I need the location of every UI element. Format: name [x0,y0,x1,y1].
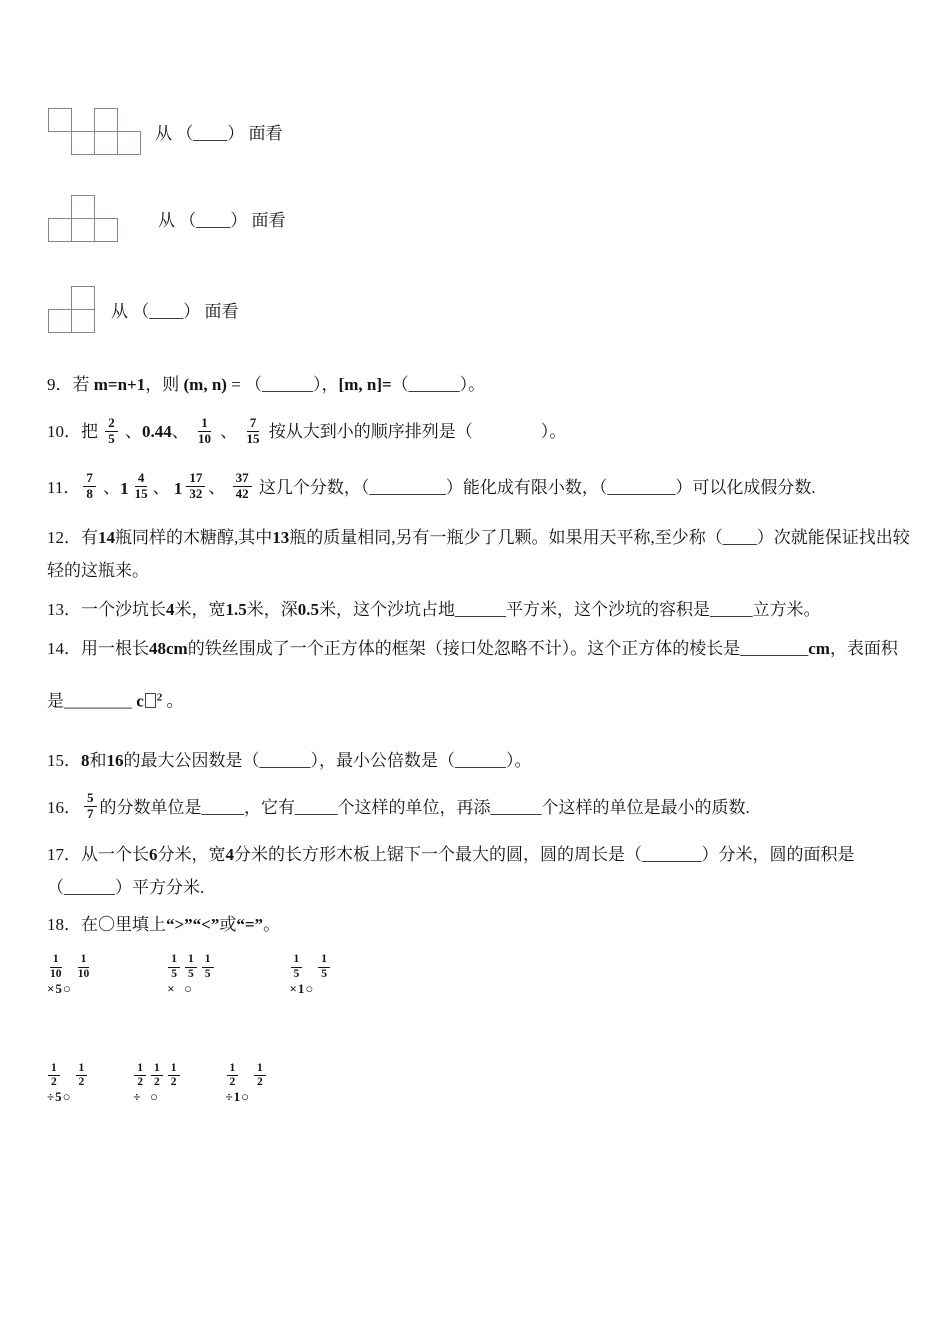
question-text: 米，宽 [174,600,226,620]
question-text: 瓶的质量相同,另有一瓶少了几颗。如果用天平称,至少称（____）次就能保证找出较轻的这瓶来。 [47,528,910,581]
fraction [105,416,118,447]
question-text: 分米，宽 [157,845,226,865]
figure-cell [48,218,72,242]
fraction-numerator: 1 [254,1062,266,1076]
fraction-numerator: 1 [227,1062,239,1076]
question-text: 按从大到小的顺序排列是（ ）。 [264,422,567,441]
question-text: 或 [219,915,237,935]
question-text: c [136,691,144,711]
question-text: 的最大公因数是（______），最小公倍数是（______）。 [123,750,532,770]
question-text: 8 [81,750,90,770]
fraction [291,953,303,980]
question-text: 、 [120,422,142,441]
question-text: 、 [98,477,121,497]
question-text: ，表面积 [829,639,898,659]
question-13 [47,593,915,626]
question-text: 。 [263,915,281,935]
fraction-denominator: 10 [77,967,90,980]
fraction [196,416,213,447]
fraction [76,1062,88,1089]
comparison-unit [201,953,215,980]
question-text: 瓶同样的木糖醇,其中 [115,528,273,548]
question-text: 16． [47,797,81,817]
cube-figure [48,108,141,155]
comparison-row [47,1062,915,1105]
question-text: 14 [98,528,115,548]
fraction-denominator: 7 [87,806,94,822]
figure-cell [71,309,95,333]
question-text: 9．若 [47,375,94,394]
fraction-denominator: 5 [293,967,300,980]
question-text: 。 [162,691,184,711]
fraction-denominator: 2 [78,1076,85,1089]
fraction-numerator: 1 [198,416,211,432]
operator-and-circle: ×5○ [47,980,72,996]
cube-figure [48,286,95,333]
figures [48,108,286,373]
comparison-unit [47,1062,72,1105]
question-text: 17．从一个长 [47,845,149,865]
question-text: 米，这个沙坑占地______平方米，这个沙坑的容积是_____立方米。 [319,600,821,620]
fraction [185,953,197,980]
fraction [84,791,97,822]
comparison-item [167,953,217,996]
question-18 [47,908,915,941]
question-text: “>”“<” [166,915,220,935]
comparison-unit [47,953,72,996]
question-text: 16 [106,750,124,770]
comparison-row [47,953,915,996]
fraction-denominator: 2 [229,1076,236,1089]
fraction [233,471,252,502]
fraction [186,471,205,502]
operator-and-circle: ×1○ [289,980,315,996]
superscript: 2 [156,691,163,704]
question-text: 14．用一根长 [47,639,149,659]
fraction-denominator: 15 [134,486,148,502]
fraction-denominator: 5 [321,967,328,980]
figure-cell [48,108,72,132]
fraction-denominator: 2 [137,1076,143,1089]
fraction-numerator: 7 [247,416,260,432]
fraction [83,471,96,502]
missing-glyph-box [145,693,156,708]
question-text: 、 [152,477,174,497]
fraction-numerator: 4 [135,471,148,487]
question-text: = （______）， [231,375,339,394]
fraction [76,953,92,980]
fraction-numerator: 1 [168,1062,180,1076]
mixed-number [120,472,153,505]
fraction-denominator: 10 [50,967,62,980]
operator-and-circle: ○ [150,1089,159,1105]
figure-cell [94,218,118,242]
fraction [48,1062,60,1089]
question-text: 分米的长方形木板上锯下一个最大的圆，圆的周长是（_______）分米，圆的面积是（______）平方分米. [47,845,855,898]
question-text: 15． [47,750,81,770]
question-text: ，则 [145,375,184,394]
fraction-numerator: 1 [151,1062,163,1076]
fraction-numerator: 37 [233,471,252,487]
question-text: 13．一个沙坑长 [47,600,166,620]
figure-cell [117,131,141,155]
fraction [134,1062,146,1089]
question-14 [47,632,915,665]
fraction [245,416,262,447]
operator-and-circle: ÷ [133,1089,142,1105]
question-text: (m, n) [183,375,232,394]
fraction [227,1062,239,1089]
fraction-denominator: 2 [154,1076,160,1089]
question-text: 米，深 [246,600,298,620]
fraction-denominator: 2 [170,1076,177,1089]
fraction-numerator: 1 [168,953,180,967]
question-text: 、 [171,422,193,441]
fraction [48,953,64,980]
question-text: 11． [47,477,81,497]
question-text: 、 [208,477,230,497]
fraction-numerator: 1 [48,1062,60,1076]
fraction-numerator: 1 [291,953,303,967]
comparison-unit [75,953,93,980]
fraction-numerator: 5 [84,791,97,807]
comparison-item [226,1062,270,1105]
fraction-numerator: 17 [186,471,205,487]
question-text: （______）。 [391,375,486,394]
question-text: 这几个分数，（_________）能化成有限小数，（________）可以化成假分数. [254,477,816,497]
figure-cell [71,218,95,242]
question-text: 0.44 [142,422,172,441]
comparison-item [290,953,335,996]
question-10 [47,415,915,449]
comparison-item [133,1062,183,1105]
mixed-whole: 1 [173,479,183,499]
question-text: 的铁丝围成了一个正方体的框架（接口处忽略不计）。这个正方体的棱长是________ [187,639,809,659]
question-text: 6 [149,845,158,865]
cube-figure [48,195,118,242]
question-15 [47,744,915,777]
fraction-denominator: 8 [86,486,93,502]
operator-and-circle: ÷1○ [225,1089,250,1105]
fraction-numerator: 1 [202,953,214,967]
fraction [318,953,330,980]
comparison-unit [184,953,198,996]
comparison-unit [167,953,181,996]
figure-cell [71,195,95,219]
mixed-whole: 1 [120,479,129,499]
question-text: 4 [166,600,175,620]
comparison-unit [167,1062,181,1089]
figure-caption: 从 （____） 面看 [111,302,239,321]
fraction-numerator: 1 [318,953,330,967]
fraction-denominator: 5 [188,967,194,980]
fraction-denominator: 2 [257,1076,263,1089]
comparison-unit [133,1062,147,1105]
fraction-numerator: 1 [134,1062,146,1076]
fraction-denominator: 15 [246,430,260,446]
fraction-numerator: 1 [76,1062,88,1076]
question-text: 0.5 [297,600,319,620]
fraction [168,1062,180,1089]
question-9 [47,368,915,401]
fraction-numerator: 1 [50,953,62,967]
figure-cell [48,309,72,333]
fraction-numerator: 1 [78,953,90,967]
figure-cell [94,131,118,155]
question-text: 4 [225,845,234,865]
fraction-denominator: 5 [204,967,211,980]
comparison-unit [253,1062,267,1089]
question-14b [47,681,915,718]
figure-cell [71,286,95,310]
figure-cell [94,108,118,132]
fraction-numerator: 2 [105,416,118,432]
fraction [168,953,180,980]
question-11 [47,471,915,506]
figure-cell [71,131,95,155]
questions [47,368,915,941]
fraction-denominator: 5 [171,967,178,980]
figure-row [48,195,286,242]
operator-and-circle: × [167,980,176,996]
mixed-number [174,472,209,505]
question-text: [m, n]= [338,375,392,394]
fraction-denominator: 2 [51,1076,57,1089]
question-text: 48cm [149,639,188,659]
question-text: 18．在〇里填上 [47,915,166,935]
question-text: 和 [89,750,107,770]
question-text: 10．把 [47,422,103,441]
figure-caption: 从 （____） 面看 [158,211,286,230]
question-16 [47,791,915,825]
question-text: cm [808,639,830,659]
question-text: m=n+1 [93,375,146,394]
question-text: 、 [216,422,242,441]
question-text: 的分数单位是_____，它有_____个这样的单位，再添______个这样的单位是最小的质数. [99,797,750,817]
comparison-unit [290,953,315,996]
fraction-numerator: 7 [83,471,96,487]
question-text: “=” [236,915,264,935]
comparison-unit [317,953,331,980]
fraction-denominator: 10 [198,430,211,446]
fraction [151,1062,163,1089]
comparison-unit [226,1062,251,1105]
content [47,368,915,1105]
question-text: 1.5 [225,600,247,620]
comparison-unit [150,1062,164,1105]
comparison-item [47,1062,91,1105]
operator-and-circle: ÷5○ [47,1089,72,1105]
fraction [254,1062,266,1089]
question-12 [47,521,915,587]
figure-caption: 从 （____） 面看 [155,124,283,143]
question-text: 12．有 [47,528,98,548]
operator-and-circle: ○ [184,980,193,996]
question-text: 是________ [47,691,137,711]
missing-glyph-unit [144,692,163,711]
question-17 [47,838,915,904]
comparison-unit [75,1062,89,1089]
fraction-denominator: 5 [108,430,115,446]
fraction [202,953,214,980]
fraction [133,471,150,502]
fraction-denominator: 42 [235,486,249,502]
fraction-denominator: 32 [189,486,203,502]
comparison-item [47,953,95,996]
figure-row [48,108,286,155]
question-text: 13 [272,528,290,548]
figure-row [48,286,286,333]
fraction-numerator: 1 [185,953,197,967]
